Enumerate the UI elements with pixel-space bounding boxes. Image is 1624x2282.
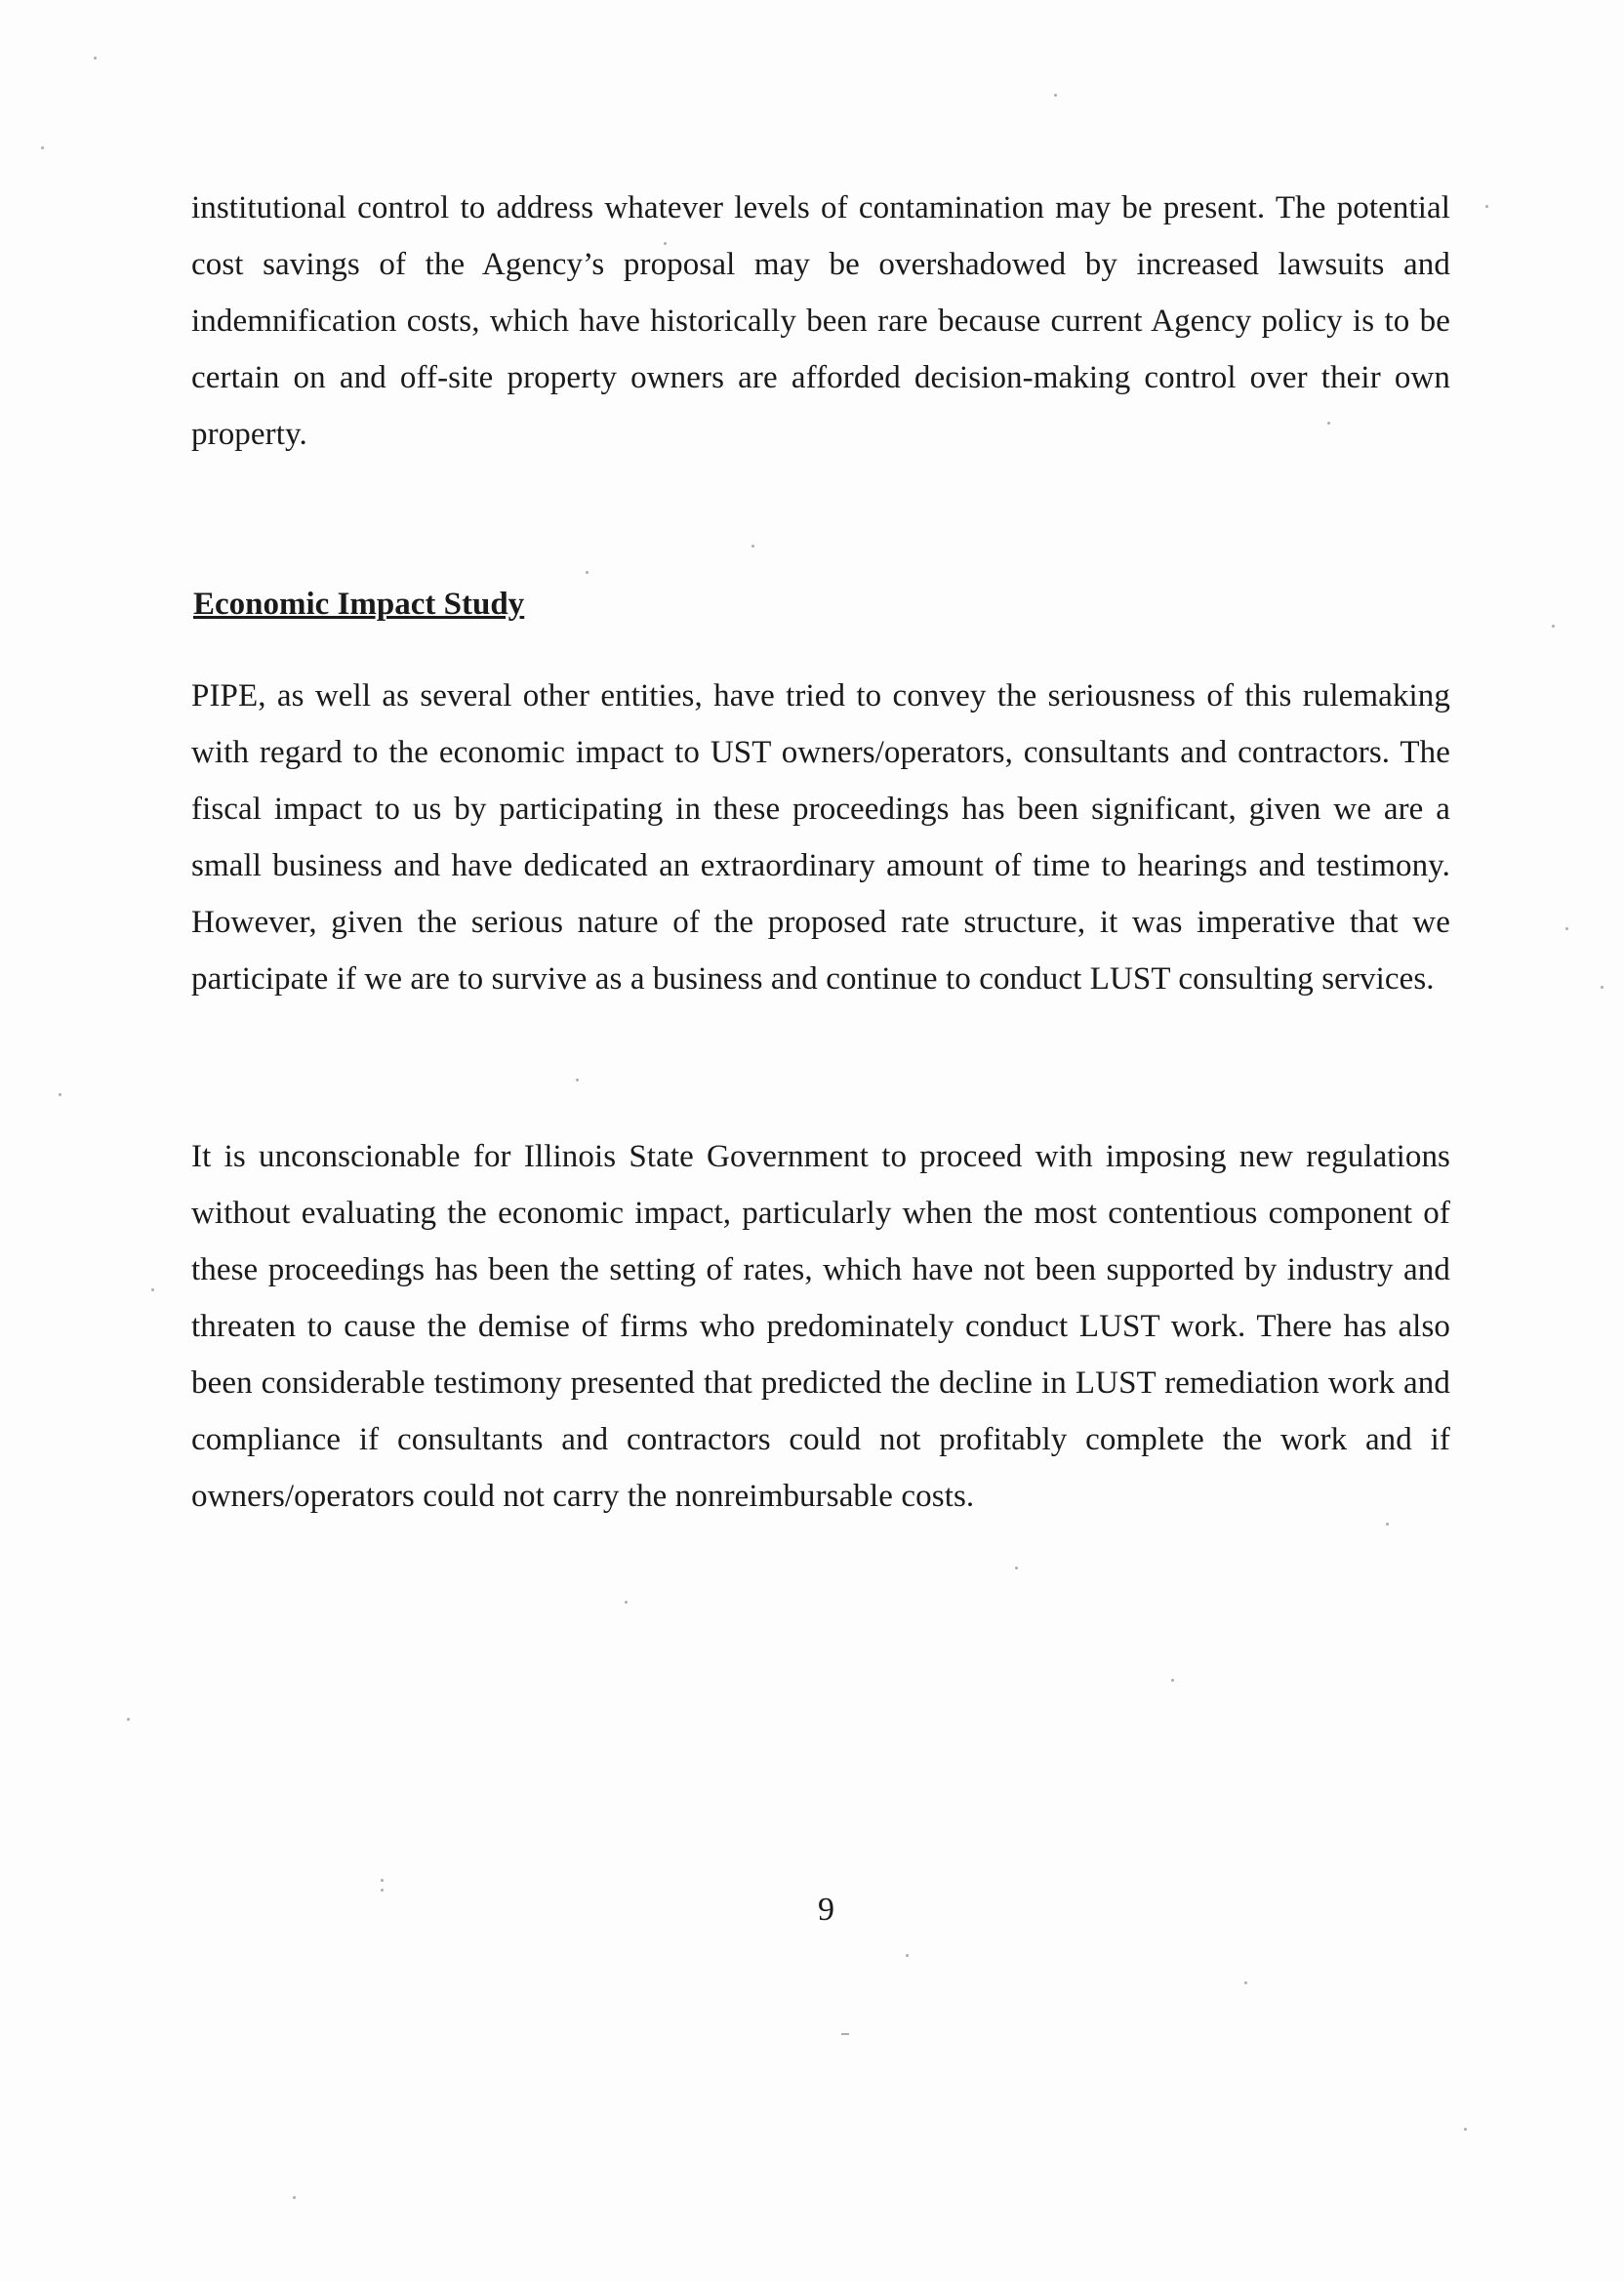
page-number: 9 — [818, 1892, 834, 1928]
body-paragraph-pipe-participation: PIPE, as well as several other entities, have tried to convey the seriousness of this rulemaking with regard to the economic impact to UST owners/operators, consultants and contractors. The fiscal impact to us by participating in these proceedings has been significant, given we are a small business and have dedicated an extraordinary amount of time to hearings and testimony. However, given the serious nature of the proposed rate structure, it was imperative that we participate if we are to survive as a business and continue to conduct LUST consulting services. — [191, 678, 1450, 997]
body-paragraph-unconscionable: It is unconscionable for Illinois State Government to proceed with imposing new regulations without evaluating the economic impact, particularly when the most contentious component of these proceedings has been the setting of rates, which have not been supported by industry and threaten to cause the demise of firms who predominately conduct LUST work. There has also been considerable testimony presented that predicted the decline in LUST remediation work and compliance if consultants and contractors could not profitably complete the work and if owners/operators could not carry the nonreimbursable costs. — [191, 1139, 1450, 1514]
section-heading-economic-impact: Economic Impact Study — [193, 587, 525, 622]
body-paragraph-contamination: institutional control to address whatever levels of contamination may be present. The potential cost savings of the Agency’s proposal may be overshadowed by increased lawsuits and indemnification costs, which have historically been rare because current Agency policy is to be certain on and off-site property owners are afforded decision-making control over their own property. — [191, 190, 1450, 452]
